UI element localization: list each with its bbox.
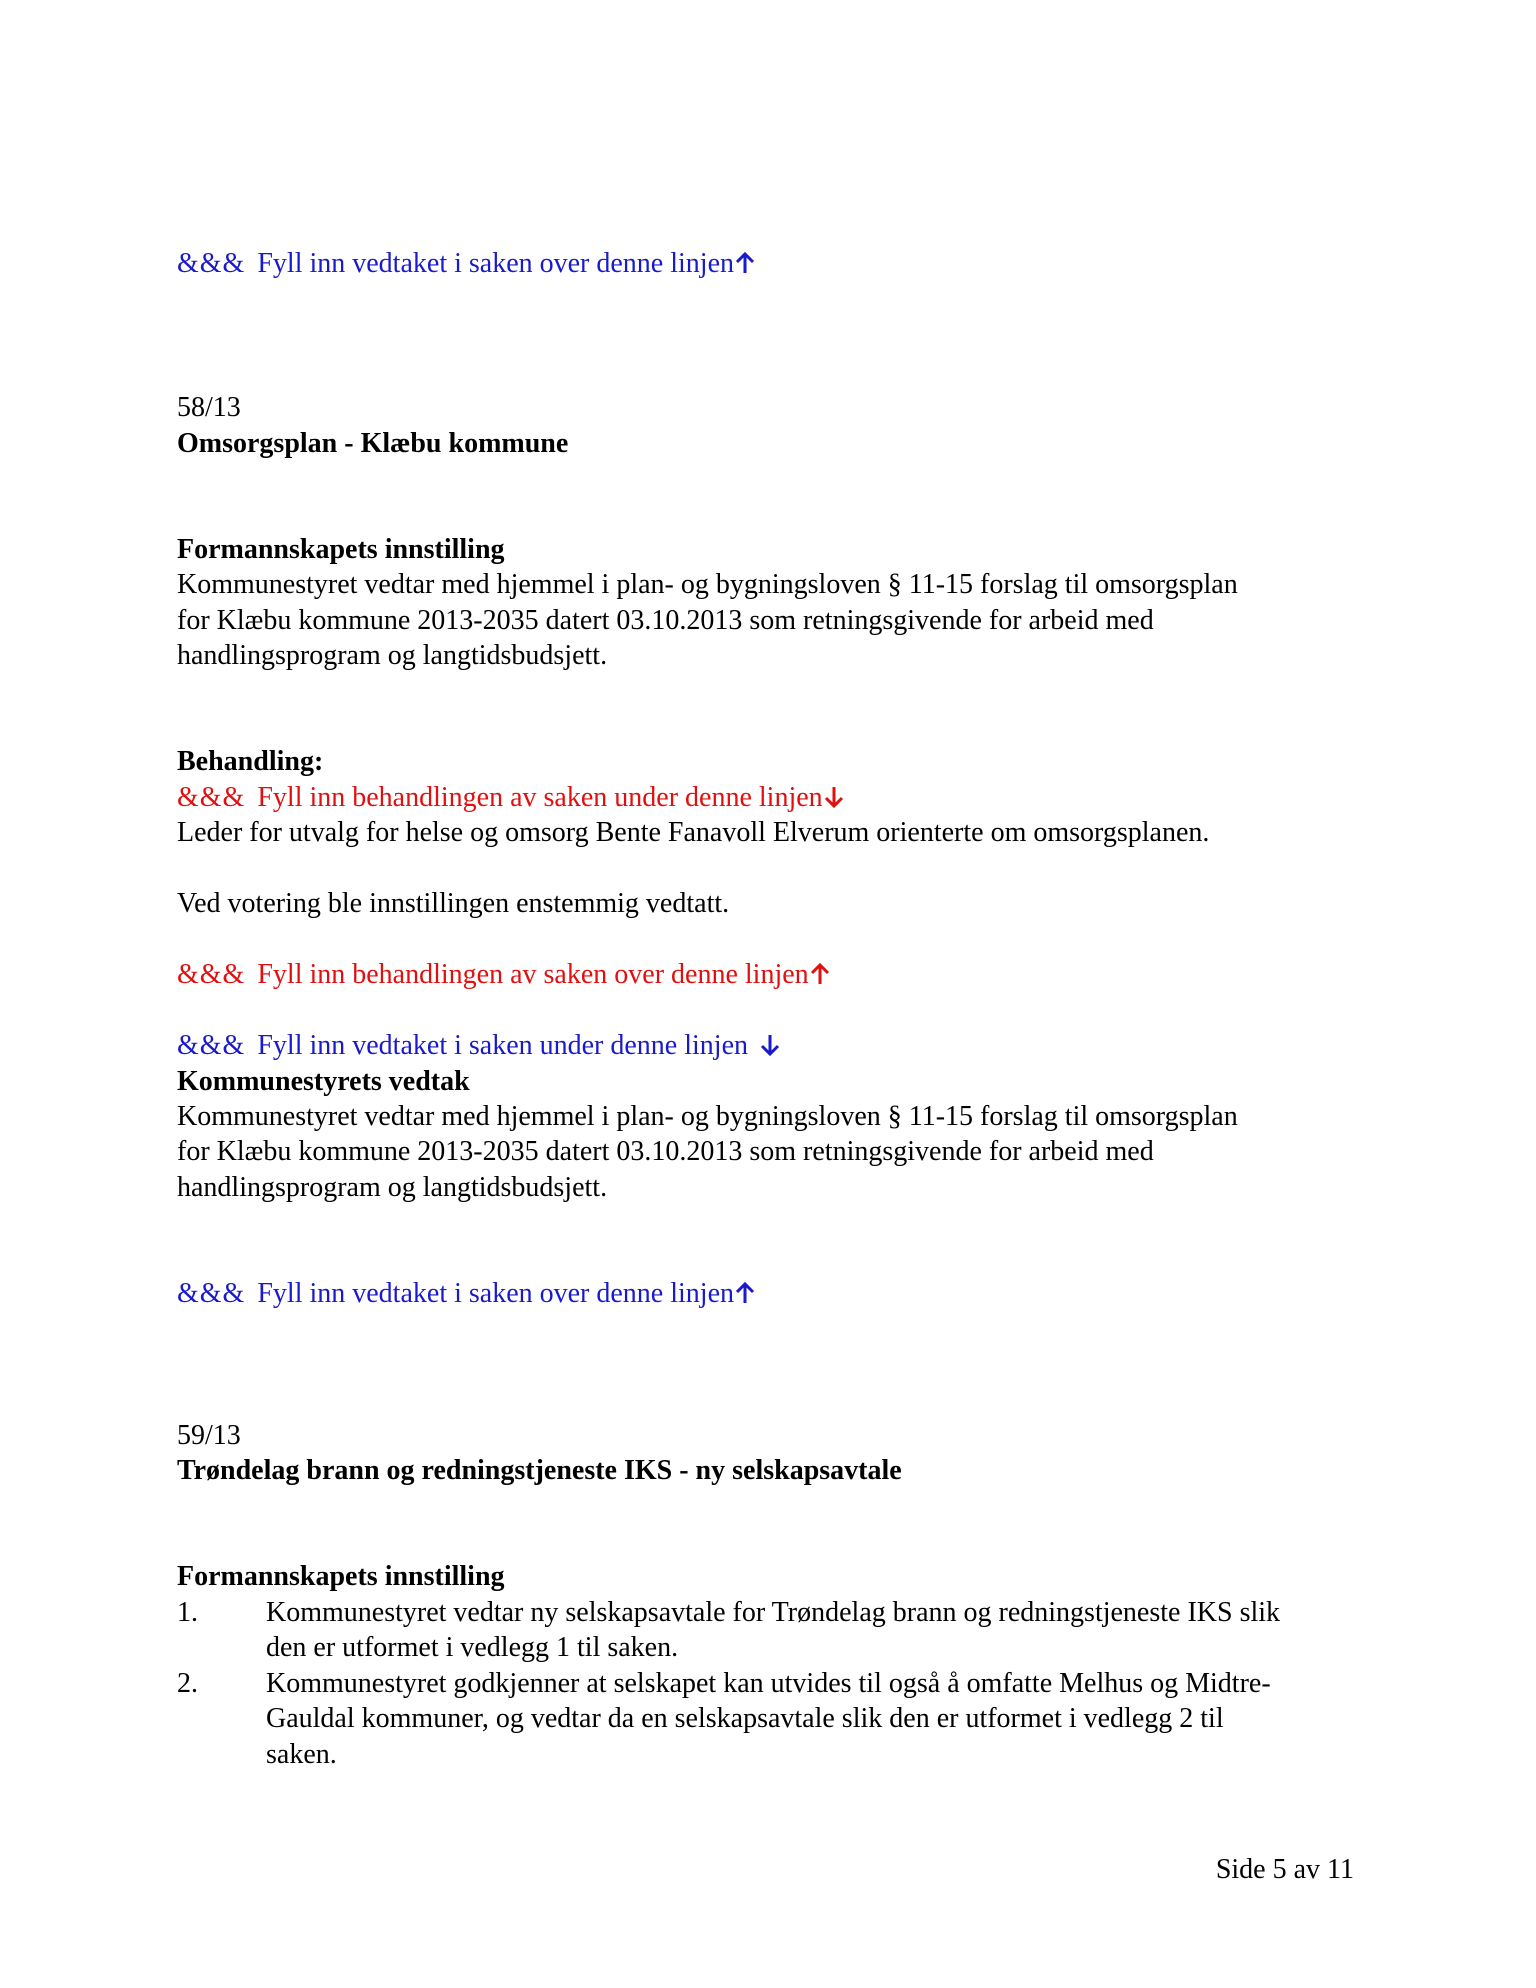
- innstilling-heading: Formannskapets innstilling: [177, 534, 505, 565]
- marker-text: Fyll inn vedtaket i saken over denne linjen: [257, 248, 734, 279]
- arrow-up-icon: [735, 1281, 755, 1305]
- arrow-up-icon: [735, 251, 755, 275]
- innstilling-line: for Klæbu kommune 2013-2035 datert 03.10.2013 som retningsgivende for arbeid med: [177, 605, 1154, 636]
- marker-text: Fyll inn vedtaket i saken under denne linjen: [257, 1030, 748, 1061]
- innstilling-line: Kommunestyret vedtar med hjemmel i plan- og bygningsloven § 11-15 forslag til omsorgsplan: [177, 569, 1238, 600]
- list-item-line: den er utformet i vedlegg 1 til saken.: [266, 1632, 679, 1663]
- innstilling-heading: Formannskapets innstilling: [177, 1561, 505, 1592]
- list-item-number: 1.: [177, 1597, 198, 1628]
- list-item-line: Kommunestyret vedtar ny selskapsavtale for Trøndelag brann og redningstjeneste IKS slik: [266, 1597, 1281, 1628]
- list-item-number: 2.: [177, 1668, 198, 1699]
- arrow-down-icon: [824, 785, 844, 809]
- marker-ampersands: &&&: [177, 782, 246, 813]
- case-number: 58/13: [177, 392, 241, 423]
- vedtak-line: Kommunestyret vedtar med hjemmel i plan- og bygningsloven § 11-15 forslag til omsorgsplan: [177, 1101, 1238, 1132]
- arrow-down-icon: [760, 1033, 780, 1057]
- list-item-line: saken.: [266, 1739, 337, 1770]
- page-number: Side 5 av 11: [1215, 1854, 1354, 1885]
- vedtak-line: handlingsprogram og langtidsbudsjett.: [177, 1172, 608, 1203]
- marker-text: Fyll inn behandlingen av saken under denne linjen: [257, 782, 823, 813]
- vedtak-under-marker: [177, 1028, 780, 1064]
- case-title: Omsorgsplan - Klæbu kommune: [177, 428, 569, 459]
- behandling-line: Ved votering ble innstillingen enstemmig vedtatt.: [177, 888, 730, 919]
- behandling-under-marker: [177, 780, 844, 816]
- list-item-line: Gauldal kommuner, og vedtar da en selskapsavtale slik den er utformet i vedlegg 2 til: [266, 1703, 1224, 1734]
- marker-ampersands: &&&: [177, 1278, 246, 1309]
- marker-ampersands: &&&: [177, 248, 246, 279]
- marker-ampersands: &&&: [177, 1030, 246, 1061]
- case-title: Trøndelag brann og redningstjeneste IKS - ny selskapsavtale: [177, 1455, 902, 1486]
- arrow-up-icon: [810, 962, 830, 986]
- case-number: 59/13: [177, 1420, 241, 1451]
- marker-text: Fyll inn behandlingen av saken over denne linjen: [257, 959, 809, 990]
- behandling-over-marker: [177, 957, 830, 993]
- marker-text: Fyll inn vedtaket i saken over denne linjen: [257, 1278, 734, 1309]
- vedtak-over-marker: [177, 1276, 755, 1312]
- behandling-heading: Behandling:: [177, 746, 324, 777]
- behandling-line: Leder for utvalg for helse og omsorg Bente Fanavoll Elverum orienterte om omsorgsplanen.: [177, 817, 1210, 848]
- marker-ampersands: &&&: [177, 959, 246, 990]
- vedtak-heading: Kommunestyrets vedtak: [177, 1066, 470, 1097]
- list-item-line: Kommunestyret godkjenner at selskapet kan utvides til også å omfatte Melhus og Midtre-: [266, 1668, 1271, 1699]
- innstilling-line: handlingsprogram og langtidsbudsjett.: [177, 640, 608, 671]
- vedtak-over-marker-top: [177, 246, 755, 282]
- vedtak-line: for Klæbu kommune 2013-2035 datert 03.10.2013 som retningsgivende for arbeid med: [177, 1136, 1154, 1167]
